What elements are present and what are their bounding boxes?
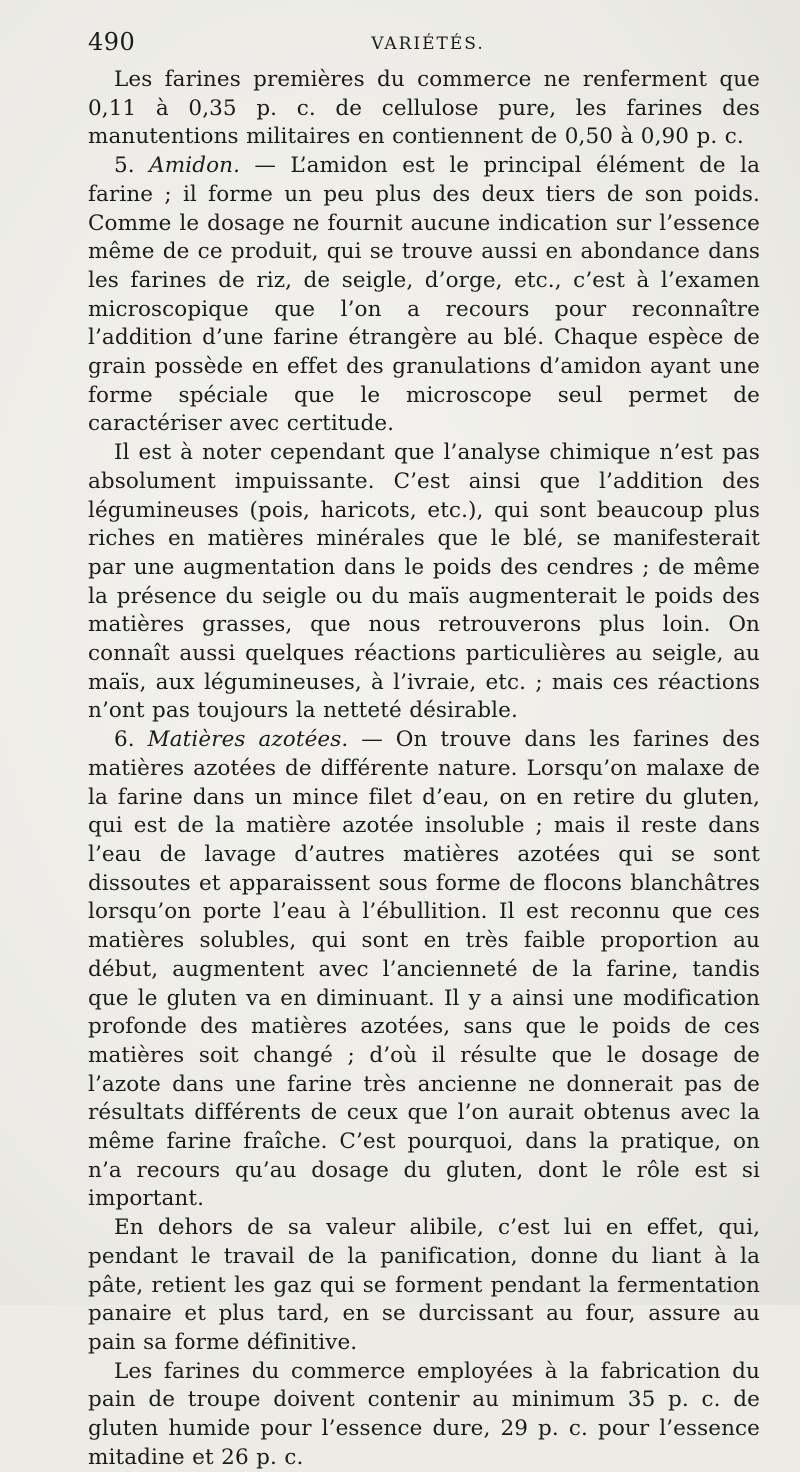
paragraph-analyse-chimique: [88, 439, 760, 726]
running-head: [88, 28, 768, 64]
paragraph-text: — On trouve dans les farines des matières azotées de différente nature. Lorsqu’on malaxe de la farine dans un mince filet d’eau, on en retire du gluten, qui est de la matière azotée insoluble ; mais il reste dans l’eau de lavage d’autres matières azotées qui se sont dissoutes et apparaissent sous forme de flocons blanchâtres lorsqu’on porte l’eau à l’ébullition. Il est reconnu que ces matières solubles, qui sont en très faible proportion au début, augmentent avec l’ancienneté de la farine, tandis que le gluten va en diminuant. Il y a ainsi une modification profonde des matières azotées, sans que le poids de ces matières soit changé ; d’où il résulte que le dosage de l’azote dans une farine très ancienne ne donnerait pas de résultats différents de ceux que l’on aurait obtenus avec la même farine fraîche. C’est pourquoi, dans la pratique, on n’a recours qu’au dosage du gluten, dont le rôle est si important.: [88, 727, 761, 1212]
section-heading-amidon: Amidon.: [149, 153, 241, 179]
paragraph-farines-troupe: [88, 1358, 760, 1472]
section-number: 5.: [114, 153, 150, 179]
paragraph-amidon: [88, 152, 760, 439]
paragraph-text: — L’amidon est le principal élément de la farine ; il forme un peu plus des deux tiers de son poids. Comme le dosage ne fournit aucune indication sur l’essence même de ce produit, qui se trouve aussi en abondance dans les farines de riz, de seigle, d’orge, etc., c’est à l’examen microscopique que l’on a recours pour reconnaître l’addition d’une farine étrangère au blé. Chaque espèce de grain possède en effet des granulations d’amidon ayant une forme spéciale que le microscope seul permet de caractériser avec certitude.: [88, 153, 760, 437]
paragraph-text: En dehors de sa valeur alibile, c’est lui en effet, qui, pendant le travail de la panification, donne du liant à la pâte, retient les gaz qui se forment pendant la fermentation panaire et plus tard, en se durcissant au four, assure au pain sa forme définitive.: [88, 1215, 760, 1355]
paragraph-text: Les farines du commerce employées à la fabrication du pain de troupe doivent contenir au minimum 35 p. c. de gluten humide pour l’essence dure, 29 p. c. pour l’essence mitadine et 26 p. c.: [88, 1358, 760, 1470]
section-heading-matieres-azotees: Matières azotées.: [147, 727, 349, 753]
paragraph-text: Il est à noter cependant que l’analyse chimique n’est pas absolument impuissante. C’est ainsi que l’addition des légumineuses (pois, haricots, etc.), qui sont beaucoup plus riches en matières minérales que le blé, se manifesterait par une augmentation dans le poids des cendres ; de même la présence du seigle ou du maïs augmenterait le poids des matières grasses, que nous retrouverons plus loin. On connaît aussi quelques réactions particulières au seigle, au maïs, aux légumineuses, à l’ivraie, etc. ; mais ces réactions n’ont pas toujours la netteté désirable.: [88, 440, 760, 724]
section-number: 6.: [114, 727, 148, 753]
paragraph-gluten-role: [88, 1214, 760, 1358]
page-number: 490: [88, 28, 136, 56]
body-text: [88, 66, 760, 1472]
section-title: VARIÉTÉS.: [371, 34, 485, 54]
paragraph-matieres-azotees: [88, 726, 760, 1214]
paragraph-text: Les farines premières du commerce ne renferment que 0,11 à 0,35 p. c. de cellulose pure, les farines des manutentions militaires en contiennent de 0,50 à 0,90 p. c.: [88, 67, 760, 150]
paragraph-cellulose: [88, 66, 760, 152]
